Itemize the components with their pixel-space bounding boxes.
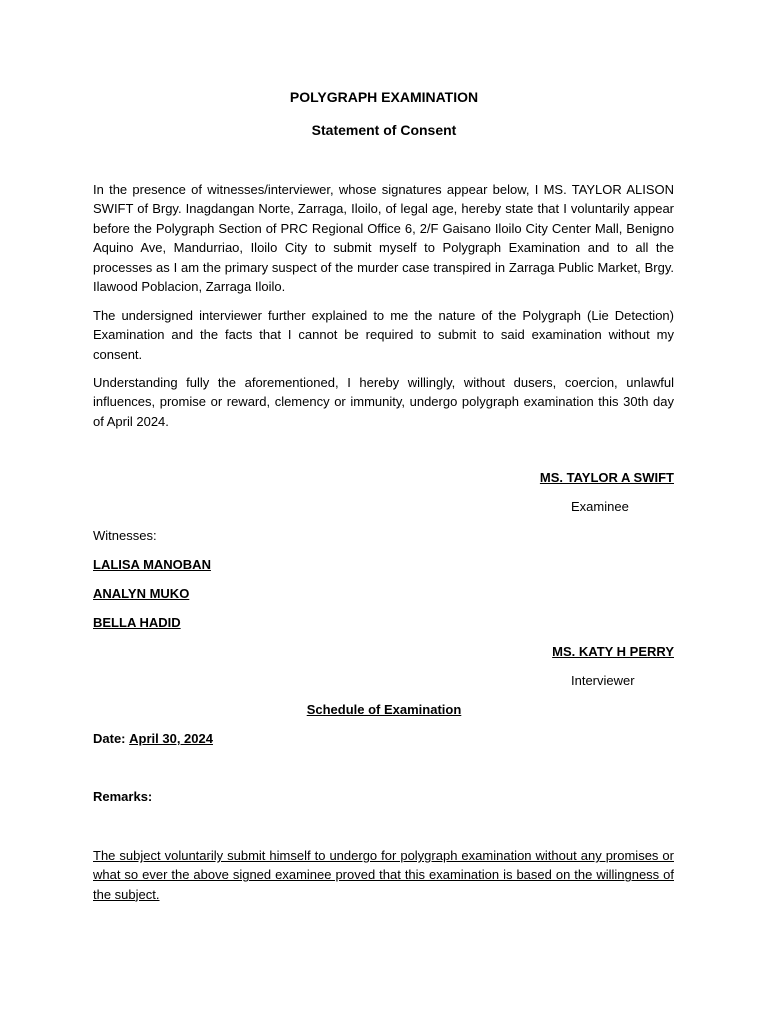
examinee-name: MS. TAYLOR A SWIFT bbox=[539, 470, 674, 485]
remarks-block bbox=[93, 846, 674, 904]
date-row bbox=[93, 731, 213, 746]
date-label: Date: bbox=[93, 731, 126, 746]
witnesses-label: Witnesses: bbox=[93, 528, 157, 543]
consent-paragraph-3 bbox=[93, 373, 674, 431]
witness-name: LALISA MANOBAN bbox=[93, 557, 211, 572]
remarks-text: The subject voluntarily submit himself to undergo for polygraph examination without any promises or what so ever the above signed examinee proved that this examination is based on the willingness of the subject. bbox=[93, 848, 674, 902]
interviewer-name: MS. KATY H PERRY bbox=[552, 644, 674, 659]
examinee-role: Examinee bbox=[571, 499, 629, 514]
paragraph-text: Understanding fully the aforementioned, I hereby willingly, without dusers, coercion, unlawful influences, promise or reward, clemency or immunity, undergo polygraph examination this 30th day of April 2024. bbox=[93, 375, 674, 429]
interviewer-role: Interviewer bbox=[571, 673, 635, 688]
document-title: POLYGRAPH EXAMINATION bbox=[289, 89, 479, 105]
witness-name: BELLA HADID bbox=[93, 615, 181, 630]
consent-paragraph-1 bbox=[93, 180, 674, 296]
remarks-label: Remarks: bbox=[93, 789, 153, 804]
date-value: April 30, 2024 bbox=[129, 731, 213, 746]
consent-paragraph-2 bbox=[93, 306, 674, 364]
paragraph-text: The undersigned interviewer further explained to me the nature of the Polygraph (Lie Detection) Examination and the facts that I cannot be required to submit to said examination without my consent. bbox=[93, 308, 674, 362]
witness-name: ANALYN MUKO bbox=[93, 586, 190, 601]
schedule-heading: Schedule of Examination bbox=[306, 702, 462, 717]
document-subtitle: Statement of Consent bbox=[311, 122, 457, 138]
paragraph-text: In the presence of witnesses/interviewer, whose signatures appear below, I MS. TAYLOR ALISON SWIFT of Brgy. Inagdangan Norte, Zarraga, Iloilo, of legal age, hereby state that I voluntarily appear before the Polygraph Section of PRC Regional Office 6, 2/F Gaisano Iloilo City Center Mall, Benigno Aquino Ave, Mandurriao, Iloilo City to submit myself to Polygraph Examination and to all the processes as I am the primary suspect of the murder case transpired in Zarraga Public Market, Brgy. Ilawood Poblacion, Zarraga Iloilo. bbox=[93, 182, 674, 295]
